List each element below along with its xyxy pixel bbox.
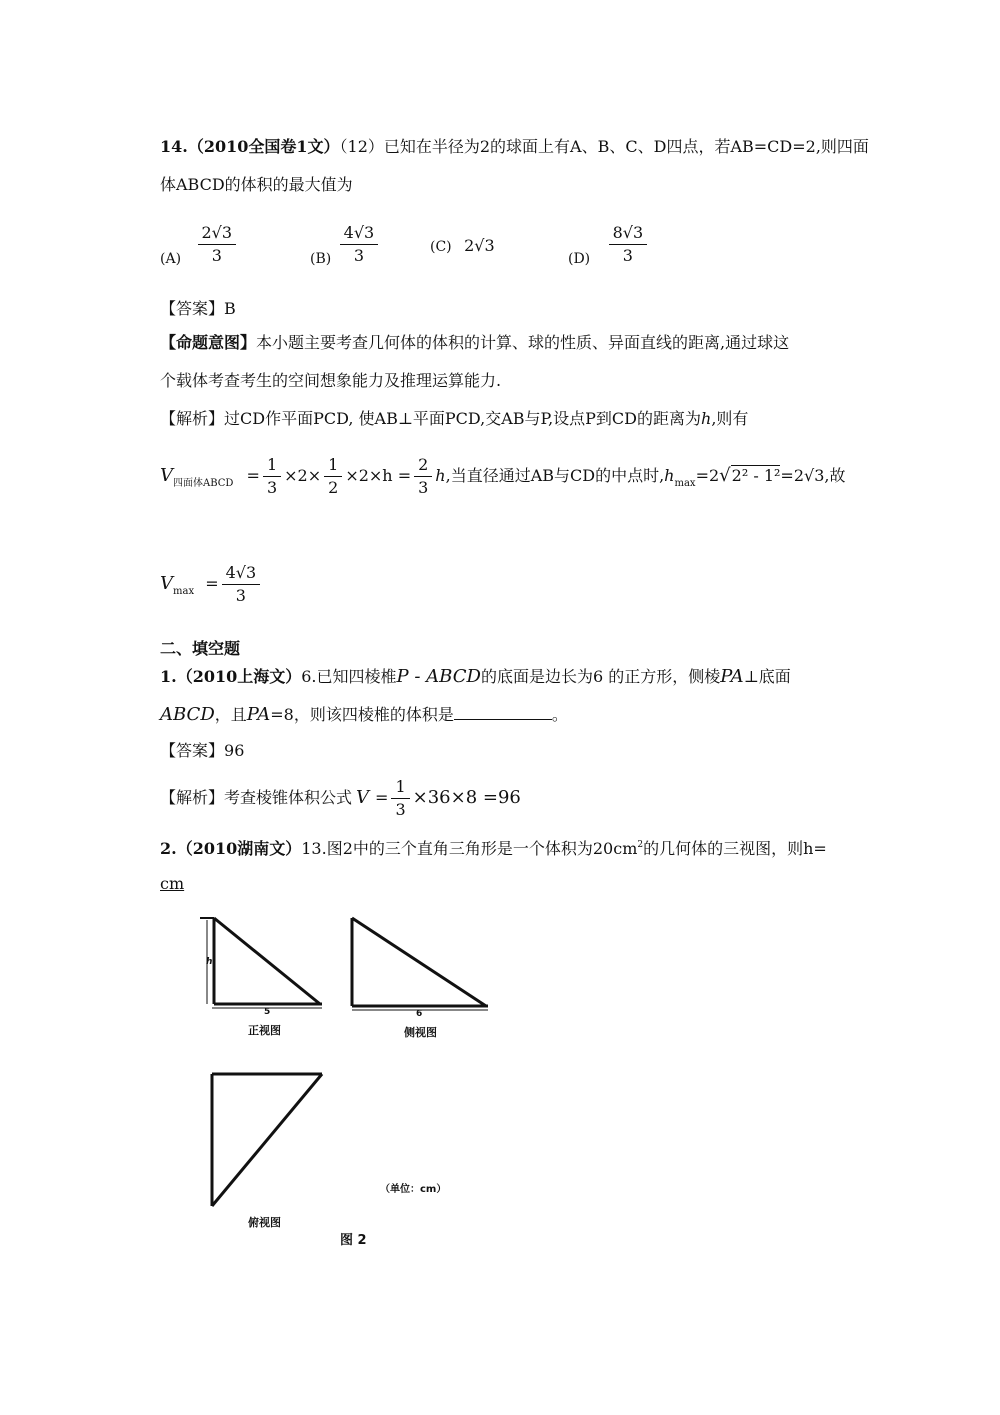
frac-1-2-d: 2: [328, 478, 339, 497]
frac-1-2-n: 1: [324, 454, 342, 477]
q1-text-a: 6.已知四棱椎: [301, 667, 397, 686]
option-a-label: (A): [160, 250, 182, 267]
option-d-numerator: 8√3: [609, 222, 648, 245]
frac-2-3-d: 3: [418, 478, 429, 497]
vmax-v: V: [160, 573, 173, 594]
top-hypotenuse: [212, 1074, 322, 1206]
q2-unit: cm: [160, 874, 185, 893]
q14-answer-value: B: [224, 299, 236, 318]
option-a-denominator: 3: [211, 246, 222, 265]
option-d-denominator: 3: [622, 246, 633, 265]
q2-text-end: 的几何体的三视图，则h=: [643, 839, 827, 858]
q14-line2: 体ABCD的体积的最大值为: [160, 175, 353, 194]
formula-h: h: [435, 466, 446, 485]
frac-1-3-n: 1: [263, 454, 281, 477]
q1-text-b: 的底面是边长为6 的正方形，侧棱: [480, 667, 721, 686]
front-hypotenuse: [214, 918, 320, 1004]
formula-eq: =: [246, 466, 260, 485]
formula-end: ,故: [824, 466, 846, 485]
q1-expr-pabcd: P - ABCD: [396, 666, 481, 687]
q14-analysis-h: h: [701, 409, 712, 428]
q1-analysis-eq: =: [375, 788, 389, 807]
option-b-label: (B): [310, 250, 332, 267]
q2-source: （2010湖南文）: [176, 839, 302, 858]
q14-stem-line1: （12）已知在半径为2的球面上有A、B、C、D四点，若AB=CD=2,则四面: [339, 137, 869, 156]
formula-v-sub: 四面体ABCD: [173, 478, 234, 489]
q1-text-f: 。: [551, 705, 568, 724]
q1-analysis-label: 【解析】: [160, 788, 225, 807]
hmax-sub: max: [674, 478, 696, 489]
q14-source: （2010全国卷1文）: [187, 137, 340, 156]
q2-number: 2.: [160, 839, 177, 858]
vmax-frac-n: 4√3: [222, 562, 261, 585]
option-c-label: (C): [430, 239, 452, 255]
q14-intent-label: 【命题意图】: [160, 333, 257, 352]
option-c-value: 2√3: [464, 236, 495, 255]
q1-source: （2010上海文）: [176, 667, 302, 686]
top-view-label: 俯视图: [248, 1216, 281, 1229]
front-height-label: h: [206, 957, 213, 967]
q1-analysis-text: 考查棱锥体积公式: [224, 788, 353, 807]
frac-2-3-n: 2: [414, 454, 432, 477]
frac-1-3-d: 3: [266, 478, 278, 497]
side-hypotenuse: [352, 918, 486, 1006]
front-base-label: 5: [264, 1007, 271, 1017]
side-view-label: 侧视图: [404, 1026, 437, 1039]
formula-x2h: ×2×h =: [345, 466, 412, 485]
option-d-label: (D): [568, 250, 591, 267]
q1-number: 1.: [160, 667, 177, 686]
hmax-h: h: [664, 466, 675, 485]
vmax-sub: max: [173, 586, 195, 597]
section2-title: 二、填空题: [160, 639, 241, 658]
q1-analysis-v: V: [356, 787, 370, 808]
q1-analysis-rest: ×36×8 =96: [412, 787, 521, 808]
vmax-eq: =: [205, 574, 219, 593]
q14-analysis-label: 【解析】: [160, 409, 225, 428]
q1-expr-abcd: ABCD: [160, 704, 215, 725]
q14-number: 14.: [160, 137, 188, 156]
front-view-label: 正视图: [248, 1024, 281, 1037]
q14-analysis-then: ,则有: [711, 409, 749, 428]
q1-expr-pa: PA: [720, 666, 744, 687]
hmax-post: =2√3: [780, 466, 825, 485]
formula-mid-text: ,当直径通过AB与CD的中点时,: [445, 466, 665, 485]
option-b-denominator: 3: [353, 246, 365, 265]
q1-answer-label: 【答案】: [160, 741, 225, 760]
figure-caption: 图 2: [340, 1233, 367, 1248]
vmax-frac-d: 3: [235, 586, 246, 605]
option-b-numerator: 4√3: [340, 222, 379, 245]
side-base-label: 6: [416, 1009, 423, 1019]
q1-frac-n: 1: [391, 776, 409, 799]
hmax-pre: =2: [695, 466, 720, 485]
sqrt-icon: √: [719, 465, 731, 486]
q1-text-e: =8，则该四棱椎的体积是: [270, 705, 454, 724]
top-view: [212, 1074, 322, 1229]
q14-intent-line1: 本小题主要考查几何体的体积的计算、球的性质、异面直线的距离,通过球这: [256, 333, 790, 352]
option-a-numerator: 2√3: [198, 222, 237, 245]
formula-v: V: [160, 465, 173, 486]
unit-note: （单位：cm）: [380, 1184, 447, 1195]
q14-answer-label: 【答案】: [160, 299, 225, 318]
formula-x2: ×2×: [284, 466, 322, 485]
q1-text-d: ，且: [214, 705, 247, 724]
side-view: [352, 918, 488, 1039]
q1-frac-d: 3: [395, 800, 406, 819]
hmax-radicand: 2² - 1²: [731, 466, 781, 485]
q2-text-sup: 2: [637, 840, 644, 850]
front-view: [200, 918, 322, 1037]
q1-text-c: ⊥底面: [743, 667, 791, 686]
q14-analysis-line1: 过CD作平面PCD, 使AB⊥平面PCD,交AB与P,设点P到CD的距离为: [224, 409, 701, 428]
q1-expr-pa2: PA: [246, 704, 271, 725]
q1-answer-value: 96: [224, 741, 245, 760]
q14-intent-line2: 个载体考查考生的空间想象能力及推理运算能力.: [160, 371, 502, 390]
q2-text: 13.图2中的三个直角三角形是一个体积为20cm: [301, 839, 638, 858]
